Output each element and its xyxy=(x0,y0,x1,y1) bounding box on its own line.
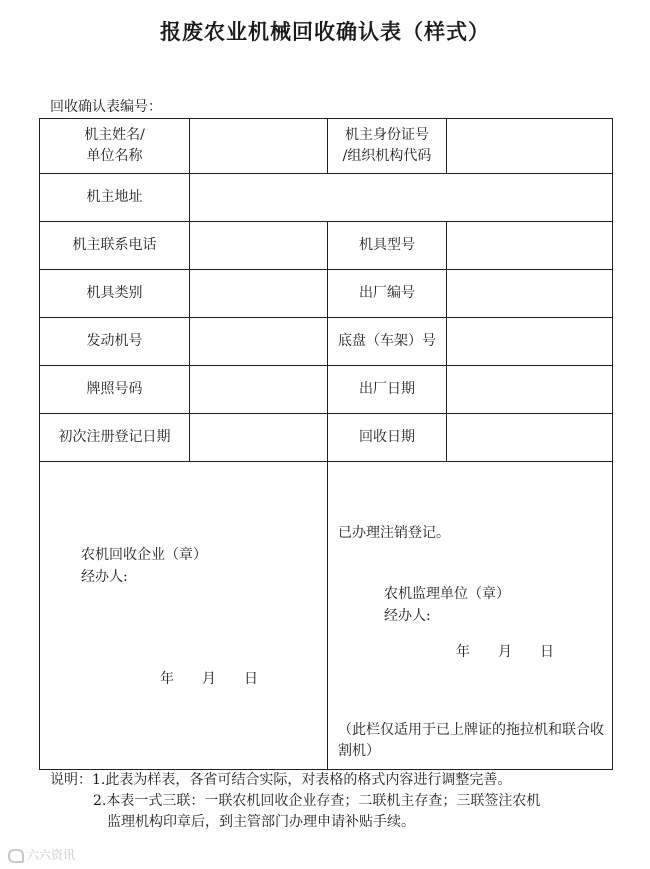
table-row xyxy=(40,174,613,222)
watermark-text: 六六资讯 xyxy=(27,848,76,862)
notes-line-1: 说明：1.此表为样表，各省可结合实际，对表格的格式内容进行调整完善。 xyxy=(50,772,512,788)
machine-model-field[interactable] xyxy=(447,222,613,270)
table-row xyxy=(40,270,613,318)
table-row xyxy=(40,366,613,414)
factory-number-label: 出厂编号 xyxy=(328,270,447,318)
owner-id-field[interactable] xyxy=(447,119,613,174)
notes-line-3: 监理机构印章后，到主管部门办理申请补贴手续。 xyxy=(107,814,415,830)
serial-number-label: 回收确认表编号： xyxy=(50,99,162,115)
machine-model-label: 机具型号 xyxy=(328,222,447,270)
owner-name-label: 机主姓名/ 单位名称 xyxy=(40,119,190,174)
recycler-seal-label: 农机回收企业（章） xyxy=(81,547,207,563)
supervision-handler-label: 经办人: xyxy=(384,608,431,624)
notes-line-2: 2.本表一式三联：一联农机回收企业存查；二联机主存查；三联签注农机 xyxy=(93,793,541,809)
signature-row xyxy=(40,462,613,770)
plate-number-field[interactable] xyxy=(190,366,328,414)
owner-name-field[interactable] xyxy=(190,119,328,174)
owner-address-label: 机主地址 xyxy=(40,174,190,222)
applicability-note: （此栏仅适用于已上牌证的拖拉机和联合收割机） xyxy=(338,722,604,759)
table-row xyxy=(40,119,613,174)
supervision-signature-cell[interactable] xyxy=(328,462,613,770)
recycler-signature-cell[interactable] xyxy=(40,462,328,770)
confirmation-form-table xyxy=(39,118,613,770)
first-registration-date-field[interactable] xyxy=(190,414,328,462)
notes-section xyxy=(50,770,620,833)
engine-number-label: 发动机号 xyxy=(40,318,190,366)
watermark xyxy=(8,846,75,863)
owner-phone-label: 机主联系电话 xyxy=(40,222,190,270)
factory-number-field[interactable] xyxy=(447,270,613,318)
owner-id-label: 机主身份证号 /组织机构代码 xyxy=(328,119,447,174)
owner-phone-field[interactable] xyxy=(190,222,328,270)
table-row xyxy=(40,414,613,462)
supervision-date-label: 年 月 日 xyxy=(456,644,554,660)
first-registration-date-label: 初次注册登记日期 xyxy=(40,414,190,462)
owner-address-field[interactable] xyxy=(190,174,613,222)
recycle-date-field[interactable] xyxy=(447,414,613,462)
recycler-date-label: 年 月 日 xyxy=(160,671,258,687)
deregistered-note: 已办理注销登记。 xyxy=(338,525,450,541)
chassis-number-label: 底盘（车架）号 xyxy=(328,318,447,366)
engine-number-field[interactable] xyxy=(190,318,328,366)
factory-date-label: 出厂日期 xyxy=(328,366,447,414)
watermark-logo-icon xyxy=(8,849,24,863)
form-title: 报废农业机械回收确认表（样式） xyxy=(160,20,490,44)
chassis-number-field[interactable] xyxy=(447,318,613,366)
recycler-handler-label: 经办人: xyxy=(81,569,128,585)
recycle-date-label: 回收日期 xyxy=(328,414,447,462)
plate-number-label: 牌照号码 xyxy=(40,366,190,414)
machine-category-field[interactable] xyxy=(190,270,328,318)
machine-category-label: 机具类别 xyxy=(40,270,190,318)
factory-date-field[interactable] xyxy=(447,366,613,414)
table-row xyxy=(40,222,613,270)
table-row xyxy=(40,318,613,366)
supervision-seal-label: 农机监理单位（章） xyxy=(384,586,510,602)
